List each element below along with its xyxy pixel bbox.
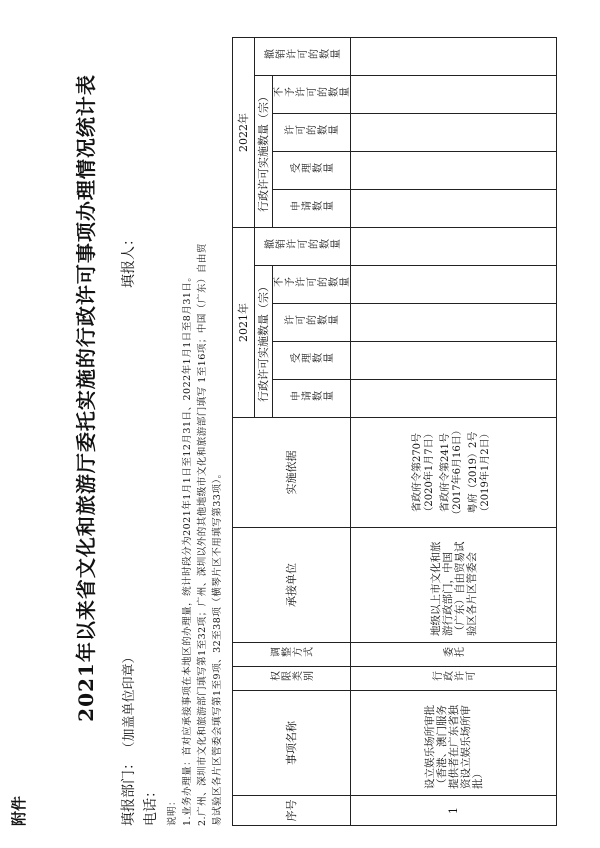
header-permit-2021: 许可的数量 [273,304,351,342]
row-undertaker: 地级以上市文化和旅游行政部门，中国（广东）自由贸易试验区各片区管委会 [351,528,557,643]
header-apply-2021: 申请数量 [273,380,351,418]
header-deny-2022: 不予许可的数量 [273,76,351,114]
basis-item: 省政府令第270号（2020年1月7日） [411,428,435,517]
header-adjust-method: 调整方式 [233,643,351,667]
notes [165,46,225,826]
filler-label: 填报人： [121,232,137,288]
basis-item: 粤府（2019）2号（2019年1月2日） [467,428,491,517]
cell-revoke-2022 [351,38,557,76]
basis-item: 省政府令第241号（2017年6月16日） [439,425,463,520]
department-label: 填报部门： [121,756,137,826]
document-title: 2021年以来省文化和旅游厅委托实施的行政许可事项办理情况统计表 [74,74,98,722]
department-stamp: （加盖单位印章） [122,650,137,748]
row-item-name: 设立娱乐场所审批（香港、澳门服务提供者在广东省独资设立娱乐场所审批） [351,691,557,796]
cell-accept-2022 [351,152,557,190]
cell-apply-2022 [351,190,557,228]
header-year-2021: 2021年 [233,228,255,418]
header-seq: 序号 [233,796,351,826]
cell-revoke-2021 [351,228,557,266]
header-row-years [233,38,255,826]
cell-permit-2022 [351,114,557,152]
cell-deny-2021 [351,266,557,304]
header-accept-2021: 受理数量 [273,342,351,380]
row-adjust-method: 委托 [351,643,557,667]
cell-permit-2021 [351,304,557,342]
header-item-name: 事项名称 [233,691,351,796]
notes-line: 易试验区各片区管委会填写第1至9项、32至38项（横琴片区不用填写第33项）。 [212,468,223,826]
header-power-type: 权限类别 [233,667,351,691]
header-permit-2022: 许可的数量 [273,114,351,152]
header-undertaker: 承接单位 [233,528,351,643]
header-count-2021: 行政许可实施数量（宗） [255,266,273,418]
table-row [351,38,557,826]
department-line [118,650,138,826]
statistics-table [232,37,557,826]
row-basis [351,418,557,528]
notes-line: 1.业务办理量：首对应承接事项在本地区的办理量，统计时段分为2021年1月1日至12月31日、2022年1月1日至8月31日。 [182,271,193,826]
cell-apply-2021 [351,380,557,418]
header-revoke-2021: 撤销许可的数量 [255,228,351,266]
header-revoke-2022: 撤销许可的数量 [255,38,351,76]
header-deny-2021: 不予许可的数量 [273,266,351,304]
notes-heading: 说明： [167,795,178,826]
header-basis: 实施依据 [233,418,351,528]
header-apply-2022: 申请数量 [273,190,351,228]
cell-deny-2022 [351,76,557,114]
attachment-label: 附件 [10,795,28,826]
row-power-type: 行政许可 [351,667,557,691]
notes-line: 2.广州、深圳市文化和旅游部门填写第1至32项；广州、深圳以外的其他地级市文化和旅游部门填写 1至16项；中国（广东）自由贸 [197,243,208,826]
phone-label: 电话： [143,784,159,826]
header-year-2022: 2022年 [233,38,255,228]
row-seq: 1 [351,796,557,826]
cell-accept-2021 [351,342,557,380]
header-accept-2022: 受理数量 [273,152,351,190]
header-count-2022: 行政许可实施数量（宗） [255,76,273,228]
